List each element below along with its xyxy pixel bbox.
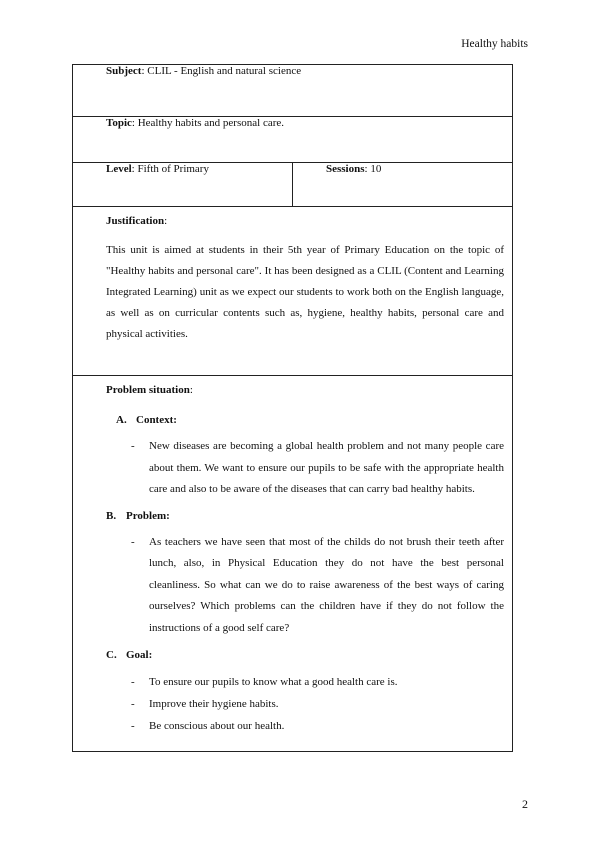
justification-label: Justification — [106, 215, 165, 227]
section-goal-heading — [106, 647, 504, 663]
subject-label: Subject — [106, 65, 142, 77]
topic-row — [73, 117, 513, 163]
justification-text: This unit is aimed at students in their 5th year of Primary Education on the topic of "Healthy habits and personal care". It has been designed as a CLIL (Content and Learning Integrated Learning) unit as we expect our students to work both on the English language, as well as on curricular contents such as, hygiene, healthy habits, personal care and physical activities. — [106, 244, 504, 340]
section-title: Goal: — [126, 649, 153, 661]
level-value: : Fifth of Primary — [131, 163, 209, 175]
topic-cell — [73, 117, 513, 163]
subject-cell — [73, 65, 513, 117]
page-number: 2 — [522, 797, 528, 811]
problem-cell — [73, 376, 513, 752]
level-sessions-row — [73, 163, 513, 207]
justification-row — [73, 207, 513, 376]
justification-cell — [73, 207, 513, 376]
unit-plan-table — [72, 64, 513, 752]
justification-colon: : — [164, 215, 168, 227]
sessions-value: : 10 — [364, 163, 382, 175]
list-item: - Improve their hygiene habits. — [106, 693, 504, 715]
subject-row — [73, 65, 513, 117]
section-letter: C. — [106, 649, 117, 661]
context-list — [106, 436, 504, 501]
list-item: - Be conscious about our health. — [106, 715, 504, 737]
section-problem-heading — [106, 508, 504, 524]
section-title: Problem: — [126, 509, 170, 522]
section-context-heading — [106, 412, 504, 428]
topic-value: : Healthy habits and personal care. — [131, 117, 284, 129]
list-item: - New diseases are becoming a global health problem and not many people care about them. We want to ensure our pupils to be safe with the appropriate health care and also to be aware of the diseases that can carry bad healthy habits. — [106, 436, 504, 501]
list-item: - To ensure our pupils to know what a good health care is. — [106, 671, 504, 693]
list-item: - As teachers we have seen that most of the childs do not brush their teeth after lunch, also, in Physical Education they do not have the best personal cleanliness. So what can we do to raise awareness of the best ways of caring ourselves? Which problems can the children have if they do not follow the instructions of a good self care? — [106, 532, 504, 640]
level-label: Level — [106, 163, 132, 175]
sessions-label: Sessions — [326, 163, 365, 175]
subject-value: : CLIL - English and natural science — [141, 65, 302, 77]
problem-list — [106, 532, 504, 640]
topic-label: Topic — [106, 117, 132, 129]
problem-row — [73, 376, 513, 752]
problem-label: Problem situation — [106, 384, 190, 396]
sessions-cell — [293, 163, 513, 207]
level-cell — [73, 163, 293, 207]
section-letter: A. — [116, 414, 127, 426]
goal-list — [106, 671, 504, 737]
running-header: Healthy habits — [461, 38, 528, 50]
section-title: Context: — [136, 414, 177, 426]
section-letter: B. — [106, 509, 117, 522]
problem-colon: : — [189, 384, 193, 396]
